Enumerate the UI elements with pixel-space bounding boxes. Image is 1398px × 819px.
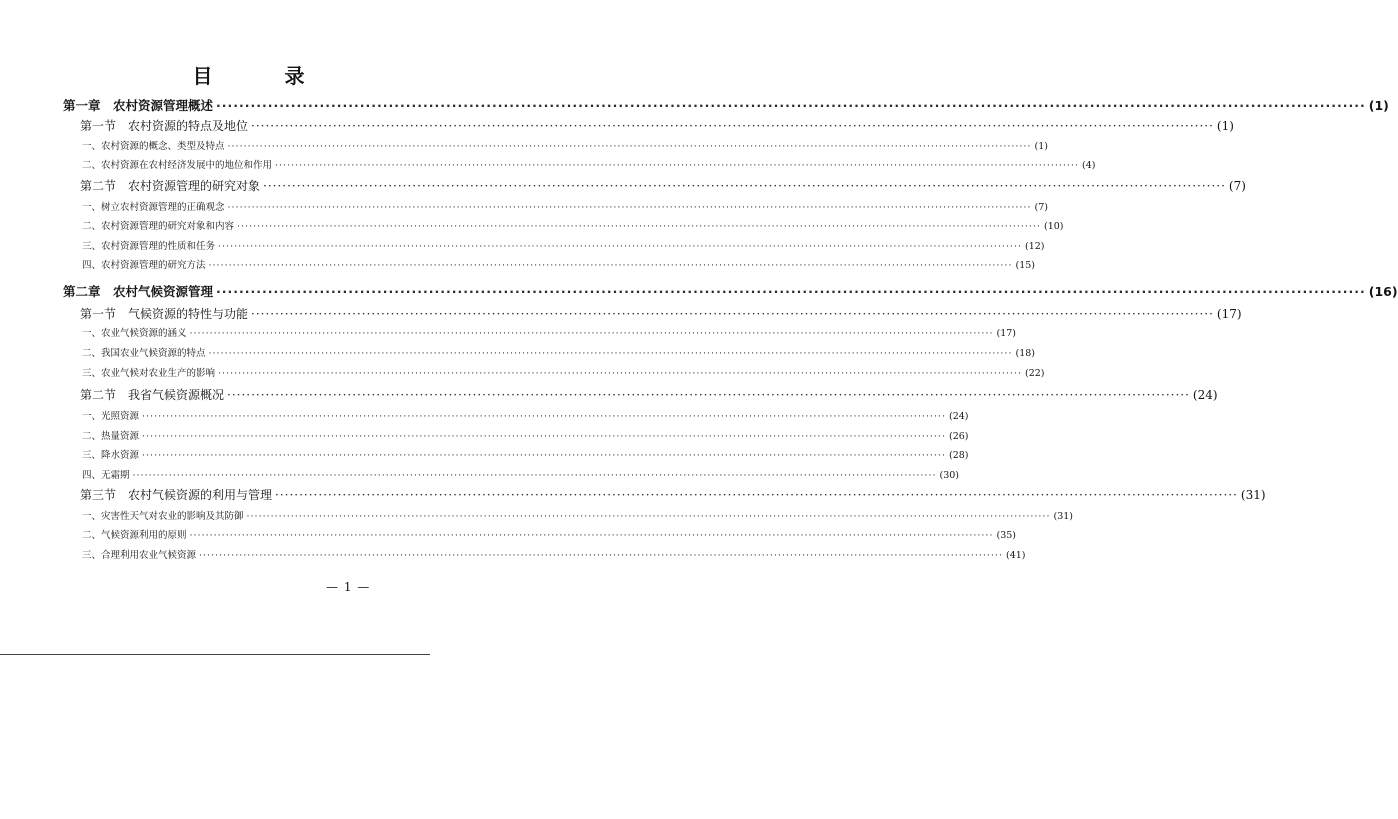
leader-dots: ········································································································································································································ xyxy=(275,488,1238,502)
leader-dots: ········································································································································································································ xyxy=(251,119,1214,133)
leader-dots: ········································································································································································································ xyxy=(142,431,946,442)
leader-dots: ········································································································································································································ xyxy=(263,179,1226,193)
leader-dots: ········································································································································································································ xyxy=(216,284,1366,299)
toc-page-number: (1) xyxy=(1368,98,1389,113)
toc-entry-section xyxy=(80,177,1246,194)
toc-entry-item xyxy=(82,325,1016,339)
leader-dots: ········································································································································································································ xyxy=(251,307,1214,321)
toc-entry-title: 二、农村资源管理的研究对象和内容 xyxy=(82,221,235,232)
leader-dots: ········································································································································································································ xyxy=(132,470,937,481)
toc-entry-chapter xyxy=(63,96,1389,114)
toc-page-number: (17) xyxy=(996,328,1016,339)
toc-page-number: (7) xyxy=(1034,202,1048,213)
leader-dots: ········································································································································································································ xyxy=(208,348,1013,359)
toc-page-number: (17) xyxy=(1216,307,1242,321)
leader-dots: ········································································································································································································ xyxy=(218,368,1022,379)
toc-entry-section xyxy=(80,486,1266,503)
toc-entry-item xyxy=(82,547,1026,561)
toc-entry-title: 一、灾害性天气对农业的影响及其防御 xyxy=(82,511,244,522)
toc-entry-title: 第二节 农村资源管理的研究对象 xyxy=(80,179,261,193)
toc-entry-title: 二、气候资源利用的原则 xyxy=(82,530,187,541)
toc-page-number: (31) xyxy=(1240,488,1266,502)
leader-dots: ········································································································································································································ xyxy=(208,260,1013,271)
toc-entry-title: 二、我国农业气候资源的特点 xyxy=(82,348,206,359)
toc-page-number: (18) xyxy=(1015,348,1035,359)
toc-page-number: (12) xyxy=(1024,241,1045,252)
page-title: 目 录 xyxy=(192,64,331,88)
toc-entry-title: 一、农业气候资源的涵义 xyxy=(82,328,187,339)
toc-entry-title: 四、农村资源管理的研究方法 xyxy=(82,260,206,271)
toc-entry-title: 三、农村资源管理的性质和任务 xyxy=(82,241,216,252)
toc-entry-item xyxy=(82,199,1048,213)
toc-entry-title: 第二章 农村气候资源管理 xyxy=(63,284,214,299)
toc-entry-title: 第一节 农村资源的特点及地位 xyxy=(80,119,249,133)
toc-entry-title: 三、农业气候对农业生产的影响 xyxy=(82,368,216,379)
toc-entry-item xyxy=(82,467,959,481)
toc-page-number: (30) xyxy=(939,470,959,481)
toc-entry-item xyxy=(82,138,1048,152)
bottom-rule xyxy=(0,654,430,655)
toc-page-number: (28) xyxy=(948,450,969,461)
leader-dots: ········································································································································································································ xyxy=(142,450,946,461)
leader-dots: ········································································································································································································ xyxy=(189,328,994,339)
toc-entry-section xyxy=(80,117,1234,134)
toc-page-number: (16) xyxy=(1368,284,1398,299)
toc-entry-title: 第三节 农村气候资源的利用与管理 xyxy=(80,488,273,502)
toc-page-number: (1) xyxy=(1216,119,1234,133)
toc-entry-section xyxy=(80,305,1242,322)
leader-dots: ········································································································································································································ xyxy=(227,202,1032,213)
toc-page-number: (41) xyxy=(1005,550,1026,561)
page-number: — 1 — xyxy=(326,580,371,594)
leader-dots: ········································································································································································································ xyxy=(275,160,1079,171)
toc-entry-item xyxy=(82,365,1045,379)
toc-entry-title: 二、热量资源 xyxy=(82,431,140,442)
toc-entry-title: 一、农村资源的概念、类型及特点 xyxy=(82,141,225,152)
toc-entry-title: 二、农村资源在农村经济发展中的地位和作用 xyxy=(82,160,273,171)
toc-page-number: (26) xyxy=(948,431,969,442)
leader-dots: ········································································································································································································ xyxy=(237,221,1041,232)
toc-entry-title: 一、树立农村资源管理的正确观念 xyxy=(82,202,225,213)
toc-page-number: (7) xyxy=(1228,179,1246,193)
leader-dots: ········································································································································································································ xyxy=(246,511,1051,522)
leader-dots: ········································································································································································································ xyxy=(227,388,1190,402)
toc-entry-item xyxy=(82,447,969,461)
toc-entry-item xyxy=(82,218,1064,232)
toc-entry-item xyxy=(82,345,1035,359)
toc-page-number: (1) xyxy=(1034,141,1048,152)
toc-entry-item xyxy=(82,408,969,422)
toc-entry-title: 第一章 农村资源管理概述 xyxy=(63,98,214,113)
toc-entry-chapter xyxy=(63,282,1398,300)
toc-entry-title: 四、无霜期 xyxy=(82,470,130,481)
toc-entry-item xyxy=(82,527,1016,541)
toc-page-number: (24) xyxy=(948,411,969,422)
toc-page-number: (15) xyxy=(1015,260,1035,271)
toc-entry-item xyxy=(82,508,1073,522)
leader-dots: ········································································································································································································ xyxy=(189,530,994,541)
toc-page-number: (10) xyxy=(1043,221,1064,232)
leader-dots: ········································································································································································································ xyxy=(216,98,1366,113)
toc-entry-item xyxy=(82,428,969,442)
toc-entry-title: 一、光照资源 xyxy=(82,411,140,422)
leader-dots: ········································································································································································································ xyxy=(199,550,1003,561)
toc-entry-title: 三、合理利用农业气候资源 xyxy=(82,550,197,561)
toc-entry-item xyxy=(82,157,1096,171)
toc-entry-item xyxy=(82,238,1045,252)
toc-page-number: (24) xyxy=(1192,388,1218,402)
leader-dots: ········································································································································································································ xyxy=(227,141,1032,152)
toc-entry-section xyxy=(80,386,1218,403)
toc-page-number: (35) xyxy=(996,530,1016,541)
toc-page-number: (22) xyxy=(1024,368,1045,379)
leader-dots: ········································································································································································································ xyxy=(218,241,1022,252)
toc-entry-title: 第二节 我省气候资源概况 xyxy=(80,388,225,402)
toc-entry-title: 第一节 气候资源的特性与功能 xyxy=(80,307,249,321)
toc-entry-title: 三、降水资源 xyxy=(82,450,140,461)
leader-dots: ········································································································································································································ xyxy=(142,411,946,422)
toc-entry-item xyxy=(82,257,1035,271)
toc-page-number: (4) xyxy=(1081,160,1096,171)
toc-page-number: (31) xyxy=(1053,511,1073,522)
